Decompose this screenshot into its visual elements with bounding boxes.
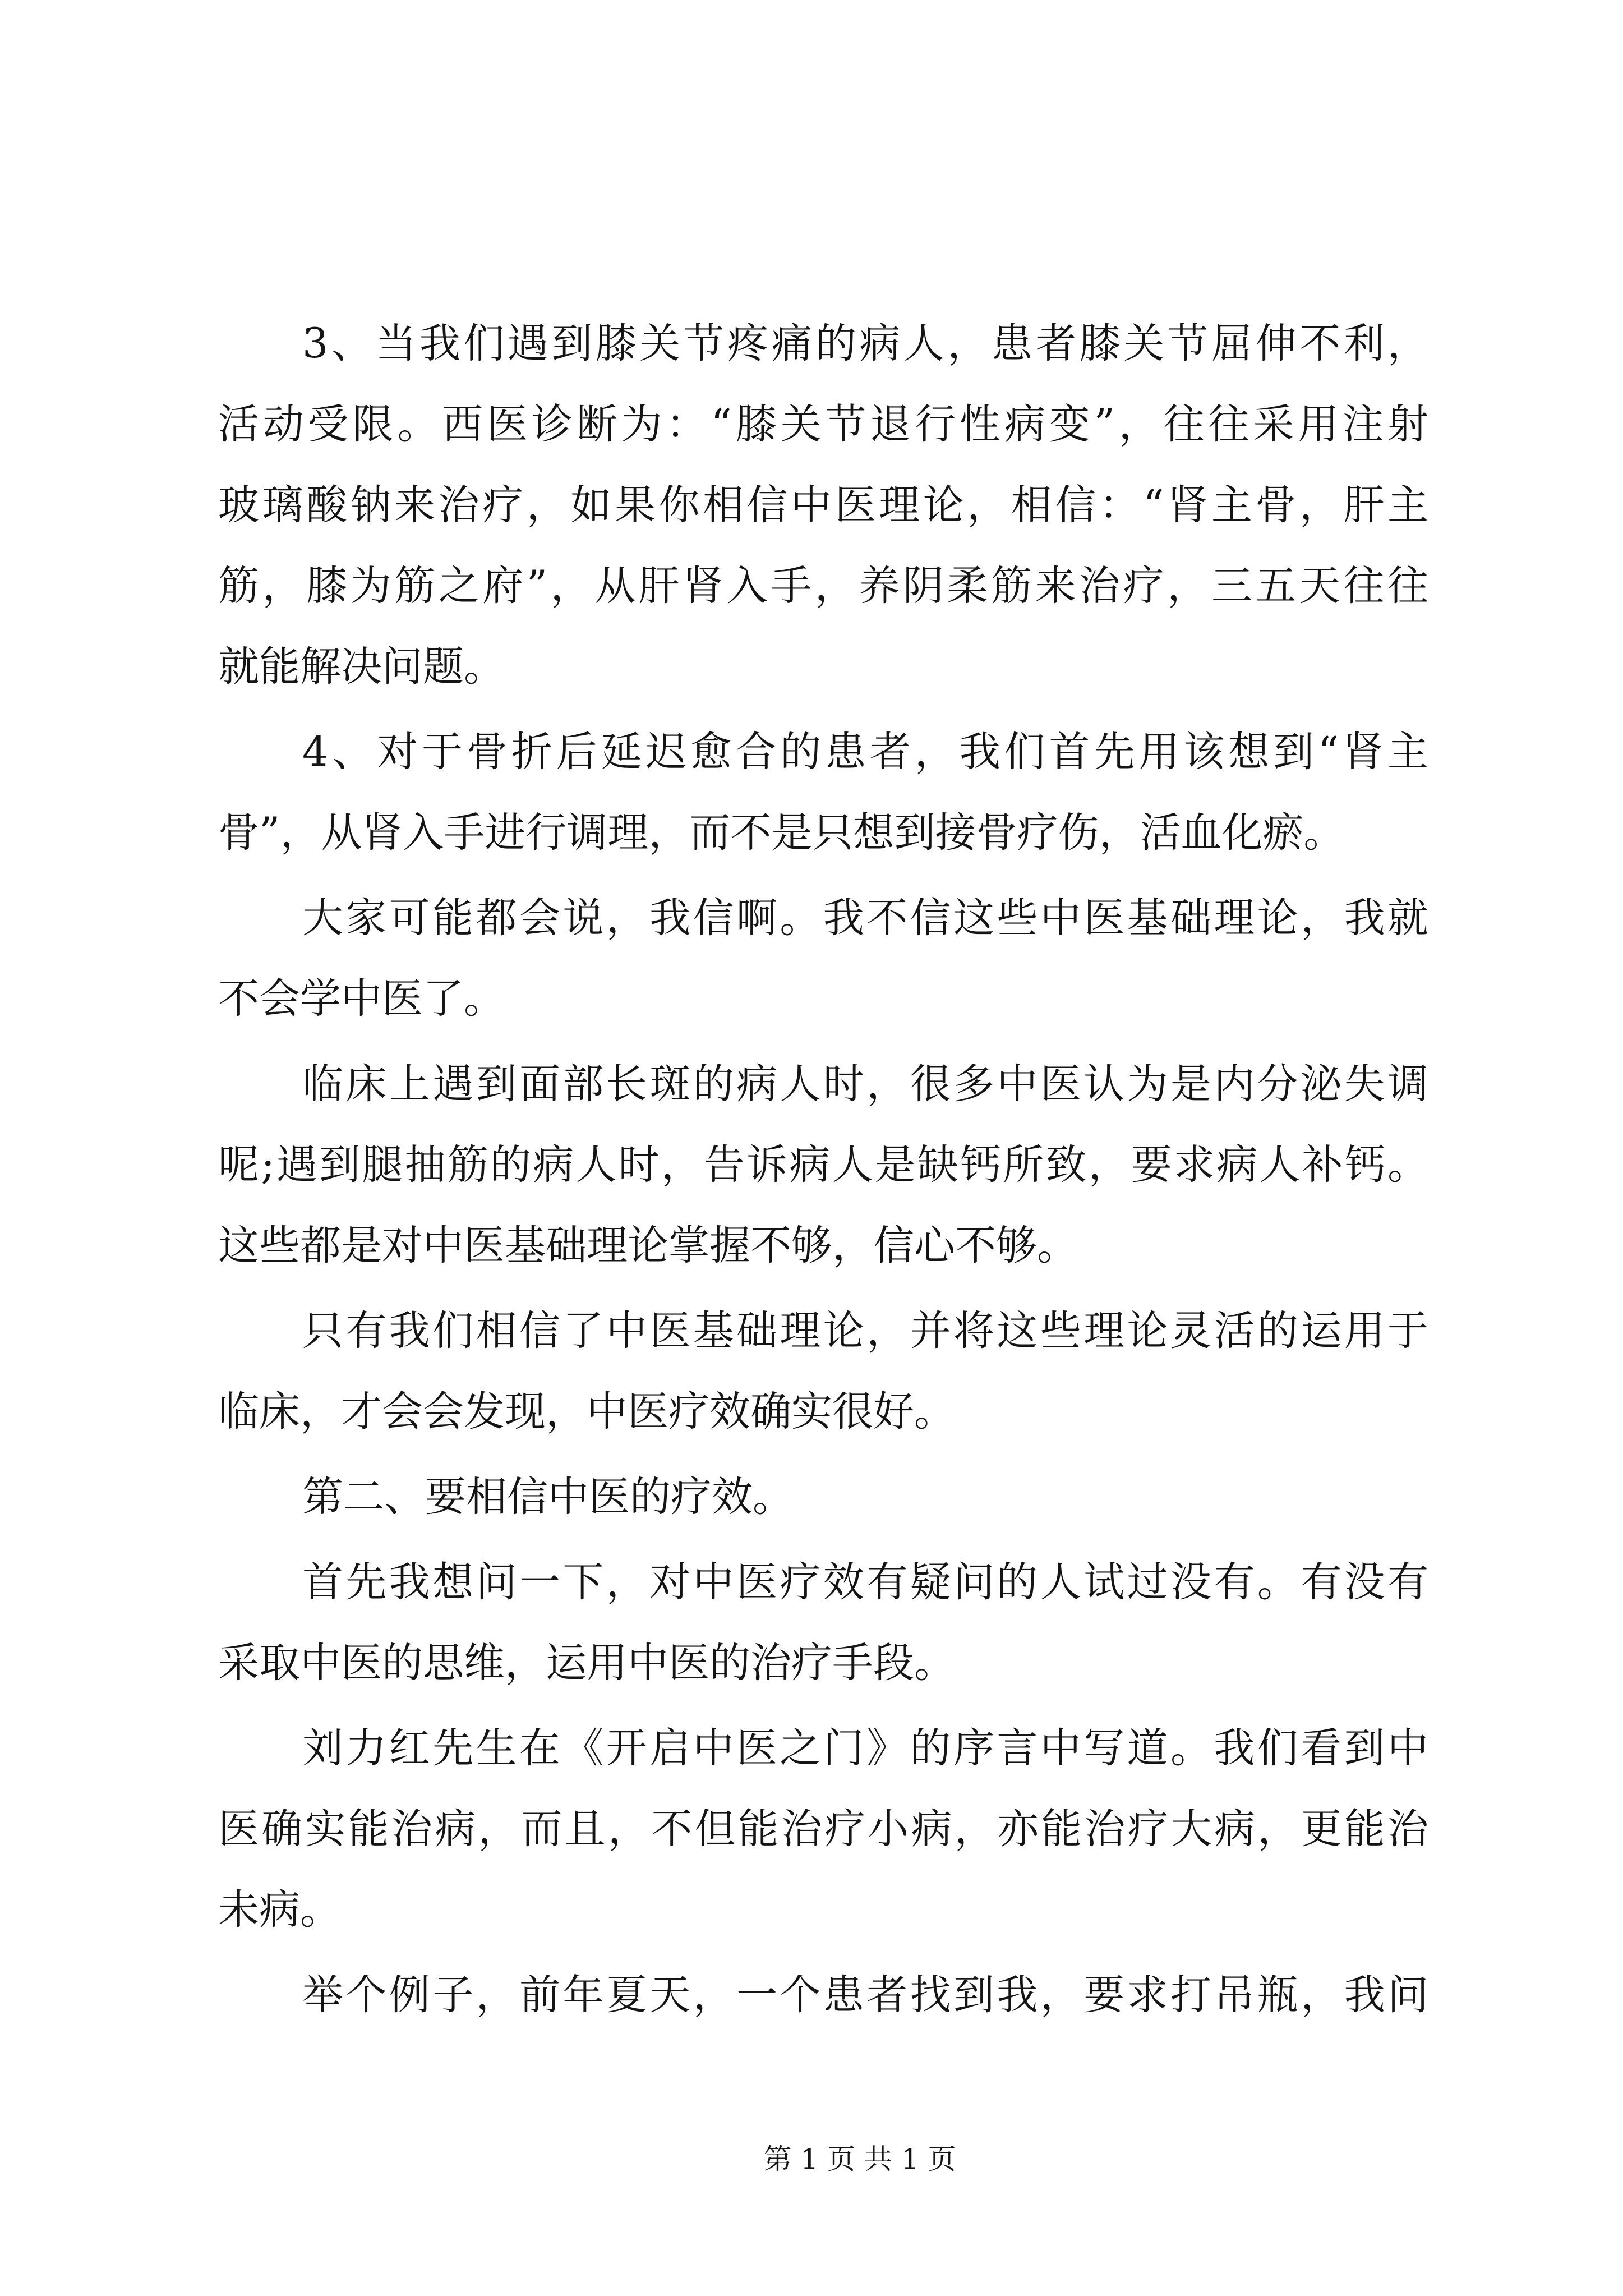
text-line: 骨”，从肾入手进行调理，而不是只想到接骨疗伤，活血化瘀。	[218, 809, 1345, 857]
document-body	[218, 303, 1428, 2040]
paragraph	[218, 303, 1428, 707]
text-line: 3、当我们遇到膝关节疼痛的病人，患者膝关节屈伸不利，	[302, 320, 1428, 367]
text-line: 第二、要相信中医的疗效。	[302, 1473, 794, 1521]
text-line: 临床上遇到面部长斑的病人时，很多中医认为是内分泌失调	[302, 1060, 1428, 1108]
text-line: 刘力红先生在《开启中医之门》的序言中写道。我们看到中	[302, 1724, 1428, 1772]
text-line: 举个例子，前年夏天，一个患者找到我，要求打吊瓶，我问	[302, 1971, 1428, 2019]
text-line: 临床，才会会发现，中医疗效确实很好。	[218, 1388, 955, 1435]
text-line: 4、对于骨折后延迟愈合的患者，我们首先用该想到“肾主	[302, 728, 1428, 776]
paragraph	[218, 1291, 1428, 1452]
text-line: 只有我们相信了中医基础理论，并将这些理论灵活的运用于	[302, 1307, 1428, 1355]
text-line: 玻璃酸钠来治疗，如果你相信中医理论，相信：“肾主骨，肝主	[218, 481, 1428, 529]
paragraph	[218, 1708, 1428, 1950]
paragraph	[218, 712, 1428, 873]
paragraph	[218, 1044, 1428, 1286]
text-line: 不会学中医了。	[218, 975, 505, 1023]
text-line: 这些都是对中医基础理论掌握不够，信心不够。	[218, 1222, 1078, 1269]
section-heading	[218, 1457, 1428, 1538]
text-line: 就能解决问题。	[218, 643, 505, 691]
text-line: 活动受限。西医诊断为：“膝关节退行性病变”，往往采用注射	[218, 401, 1428, 448]
text-line: 首先我想问一下，对中医疗效有疑问的人试过没有。有没有	[302, 1558, 1428, 1606]
text-line: 医确实能治病，而且，不但能治疗小病，亦能治疗大病，更能治	[218, 1805, 1428, 1853]
page-footer: 第 1 页 共 1 页	[763, 2143, 956, 2175]
text-line: 呢;遇到腿抽筋的病人时，告诉病人是缺钙所致，要求病人补钙。	[218, 1141, 1428, 1189]
text-line: 筋，膝为筋之府”，从肝肾入手，养阴柔筋来治疗，三五天往往	[218, 562, 1428, 610]
text-line: 未病。	[218, 1886, 341, 1934]
paragraph	[218, 878, 1428, 1039]
paragraph	[218, 1955, 1428, 2036]
paragraph	[218, 1542, 1428, 1704]
text-line: 大家可能都会说，我信啊。我不信这些中医基础理论，我就	[302, 894, 1428, 942]
text-line: 采取中医的思维，运用中医的治疗手段。	[218, 1639, 955, 1687]
